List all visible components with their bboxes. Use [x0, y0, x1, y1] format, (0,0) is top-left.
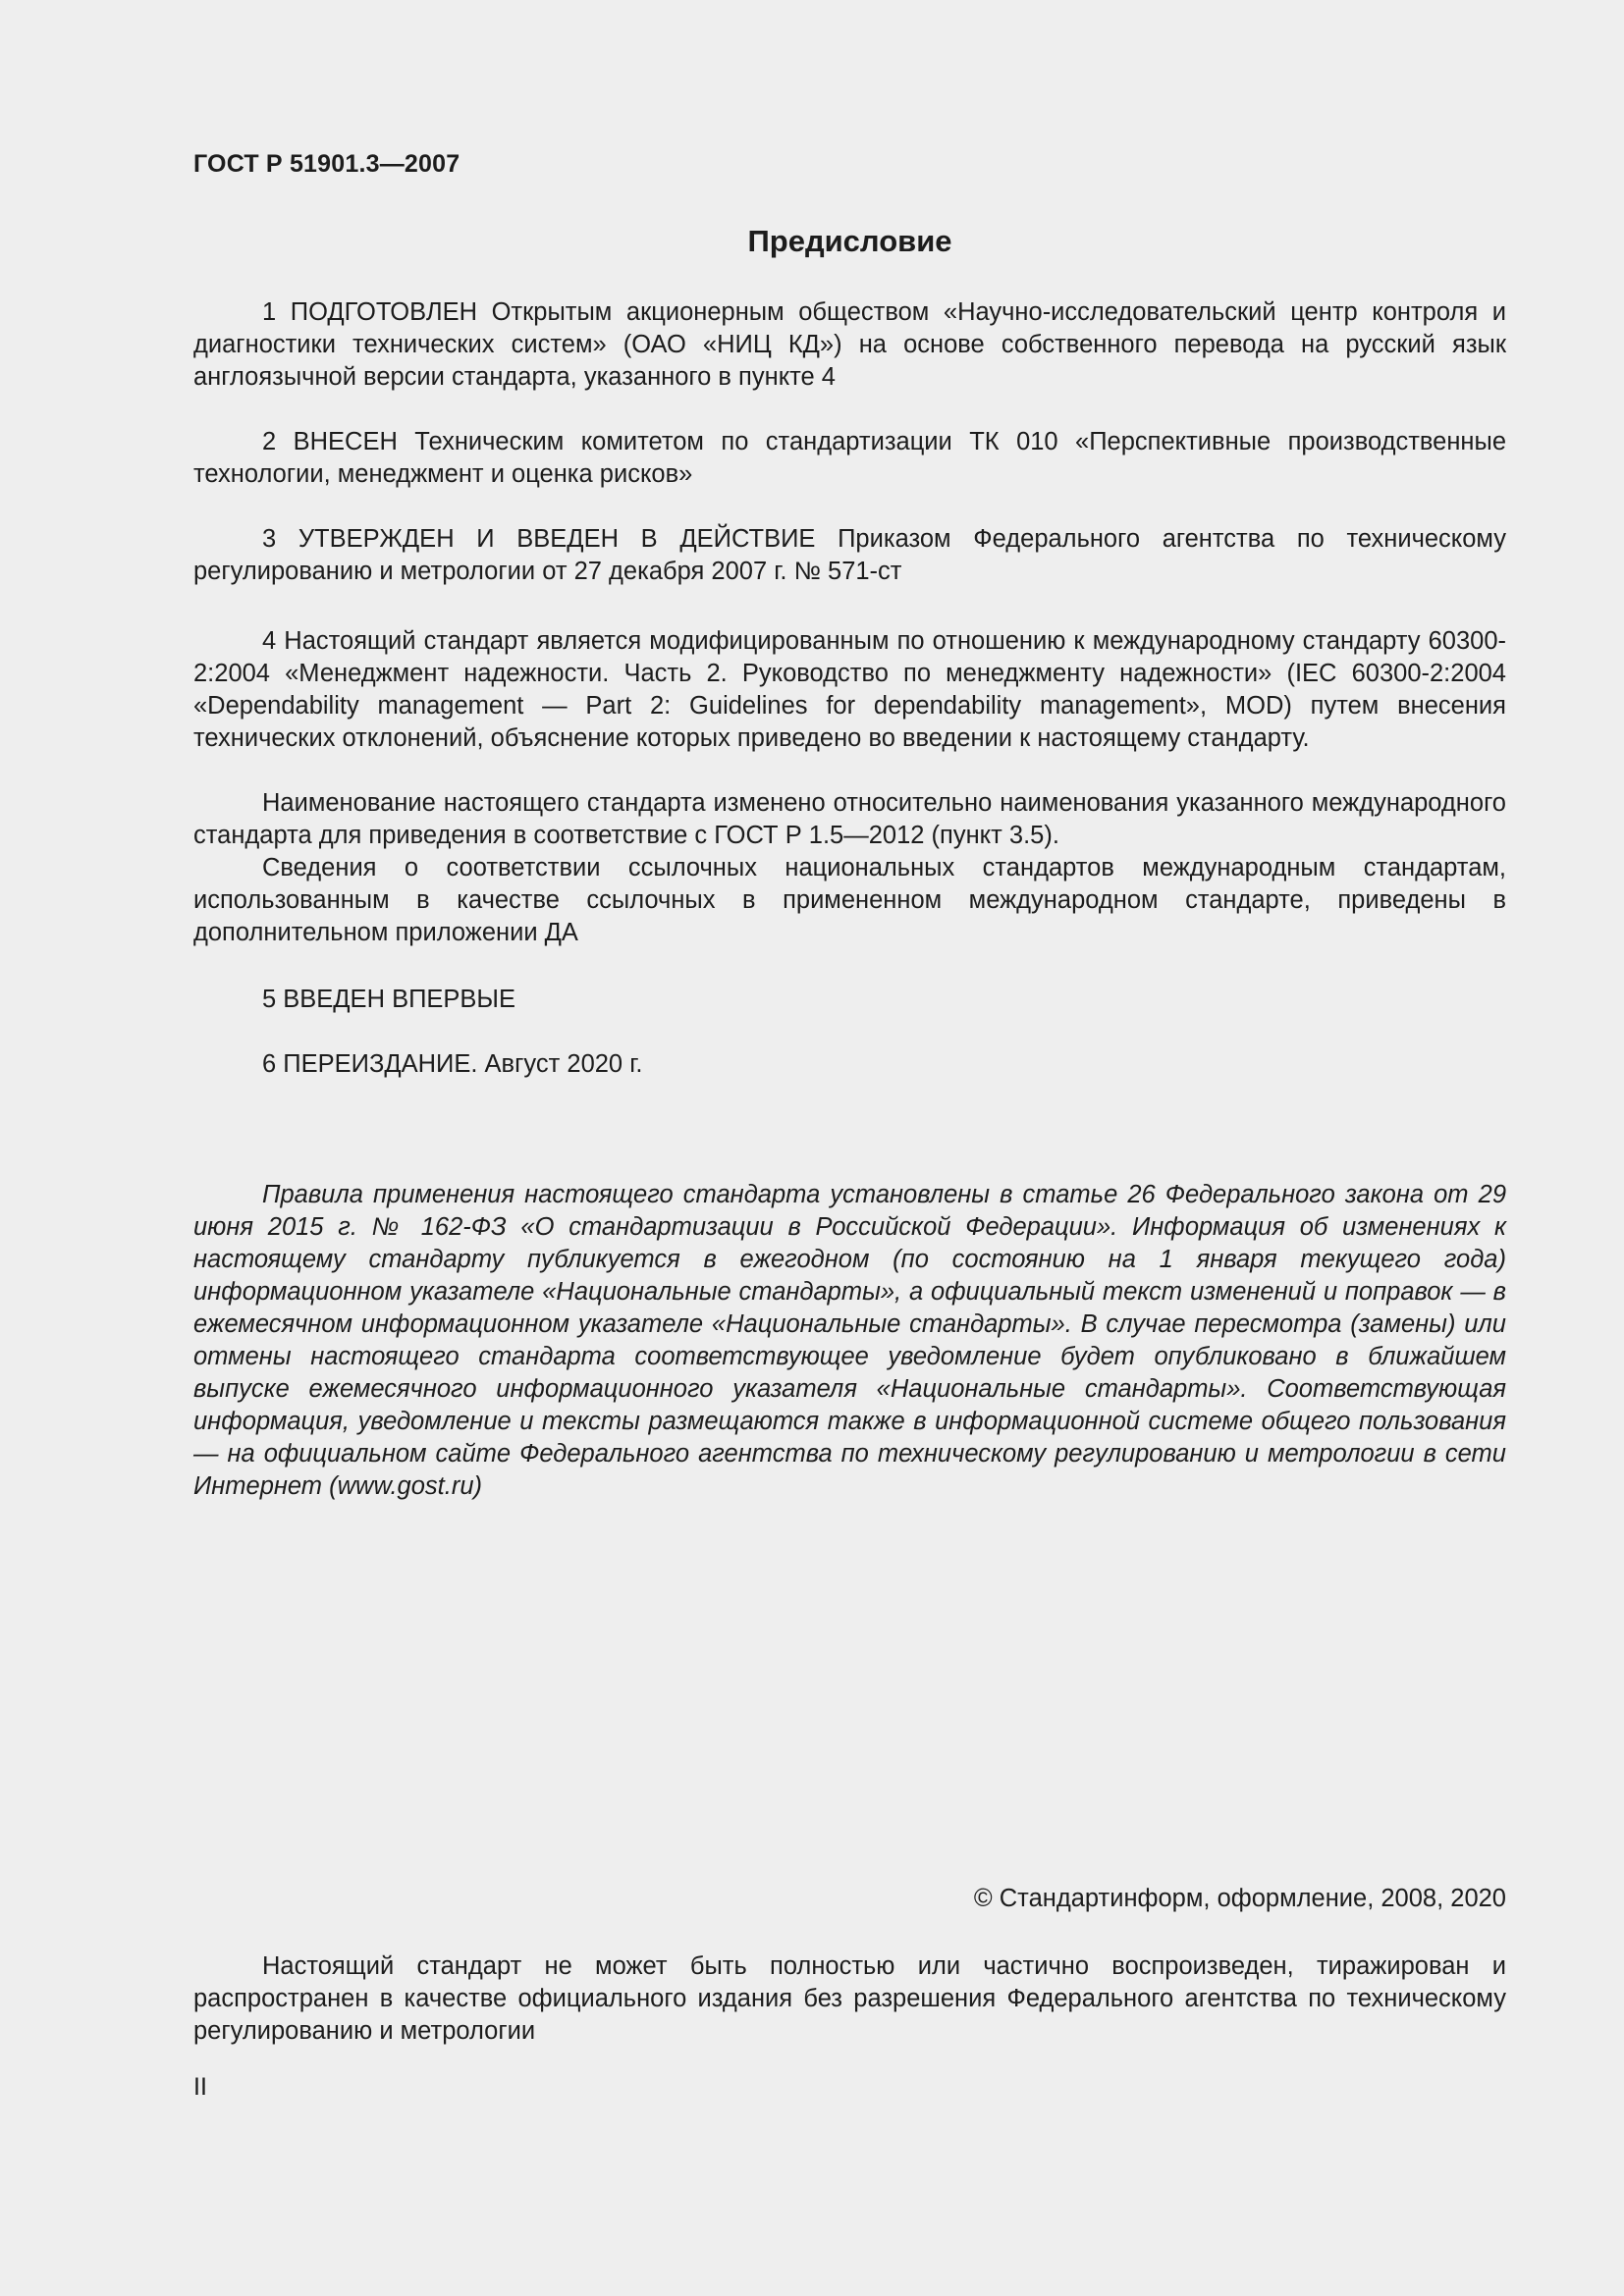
page-title: Предисловие — [747, 224, 952, 258]
paragraph-prepared: 1 ПОДГОТОВЛЕН Открытым акционерным обществом «Научно-исследовательский центр контроля и диагностики технических систем» (ОАО «НИЦ КД») на основе собственного перевода на русский язык англоязычной версии стандарта, указанного в пункте 4 — [193, 298, 1506, 391]
copyright-line: © Стандартинформ, оформление, 2008, 2020 — [973, 1885, 1506, 1912]
paragraph-approved: 3 УТВЕРЖДЕН И ВВЕДЕН В ДЕЙСТВИЕ Приказом Федерального агентства по техническому регулированию и метрологии от 27 декабря 2007 г. № 571-ст — [193, 525, 1506, 585]
rules-notice: Правила применения настоящего стандарта установлены в статье 26 Федерального закона от 29 июня 2015 г. № 162-ФЗ «О стандартизации в Российской Федерации». Информация об изменениях к настоящему стандарту публикуется в ежегодном (по состоянию на 1 января текущего года) информационном указателе «Национальные стандарты», а официальный текст изменений и поправок — в ежемесячном информационном указателе «Национальные стандарты». В случае пересмотра (замены) или отмены настоящего стандарта соответствующее уведомление будет опубликовано в ближайшем выпуске ежемесячного информационного указателя «Национальные стандарты». Соответствующая информация, уведомление и тексты размещаются также в информационной системе общего пользования — на официальном сайте Федерального агентства по техническому регулированию и метрологии в сети Интернет (www.gost.ru) — [193, 1181, 1506, 1500]
page-number: II — [193, 2073, 207, 2101]
paragraph-name-changed: Наименование настоящего стандарта изменено относительно наименования указанного международного стандарта для приведения в соответствие с ГОСТ Р 1.5—2012 (пункт 3.5). — [193, 789, 1506, 849]
paragraph-references-info: Сведения о соответствии ссылочных национальных стандартов международным стандартам, использованным в качестве ссылочных в примененном международном стандарте, приведены в дополнительном приложении ДА — [193, 854, 1506, 946]
paragraph-modified-standard: 4 Настоящий стандарт является модифицированным по отношению к международному стандарту 60300-2:2004 «Менеджмент надежности. Часть 2. Руководство по менеджменту надежности» (IEC 60300-2:2004 «Dependability management — Part 2: Guidelines for dependability management», MOD) путем внесения технических отклонений, объяснение которых приведено во введении к настоящему стандарту. — [193, 627, 1506, 752]
document-page — [193, 0, 1506, 2296]
paragraph-first-introduced: 5 ВВЕДЕН ВПЕРВЫЕ — [262, 986, 516, 1013]
paragraph-reissue: 6 ПЕРЕИЗДАНИЕ. Август 2020 г. — [262, 1050, 643, 1078]
document-code: ГОСТ Р 51901.3—2007 — [193, 150, 460, 178]
paragraph-submitted: 2 ВНЕСЕН Техническим комитетом по стандартизации ТК 010 «Перспективные производственные технологии, менеджмент и оценка рисков» — [193, 428, 1506, 488]
reproduction-notice: Настоящий стандарт не может быть полностью или частично воспроизведен, тиражирован и распространен в качестве официального издания без разрешения Федерального агентства по техническому регулированию и метрологии — [193, 1952, 1506, 2045]
